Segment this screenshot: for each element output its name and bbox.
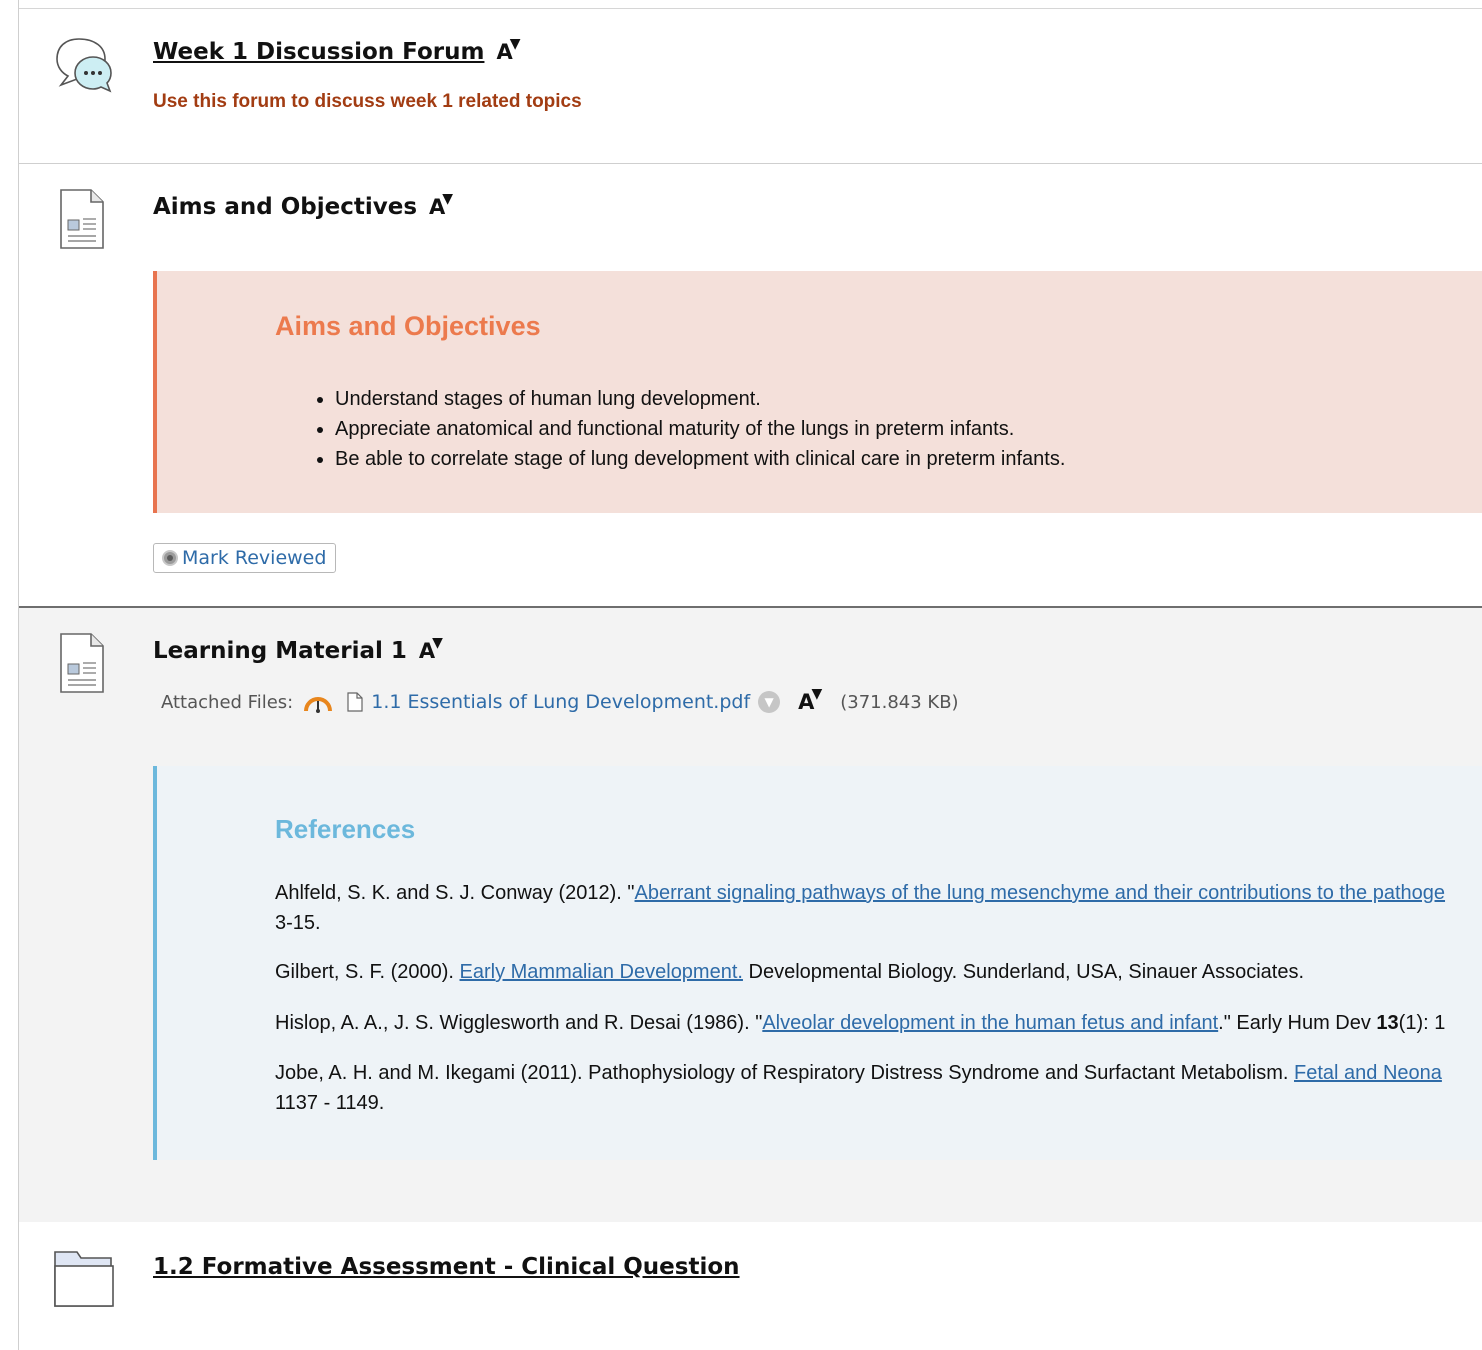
text-options-icon[interactable]: A ▼ [798,686,823,714]
forum-description: Use this forum to discuss week 1 related topics [153,91,582,112]
chevron-down-icon[interactable]: ▼ [758,691,780,713]
assessment-title-link[interactable]: 1.2 Formative Assessment - Clinical Question [153,1254,740,1280]
aims-box-heading: Aims and Objectives [275,311,541,341]
learning-material-item [19,606,1482,1224]
reference-text: Hislop, A. A., J. S. Wigglesworth and R. Desai (1986). " [275,1012,763,1034]
reference-text: (1): 1 [1398,1012,1446,1034]
reference-link[interactable]: Fetal and Neona [1294,1062,1442,1084]
reference-entry [275,957,1304,987]
reference-text: ." Early Hum Dev [1218,1012,1377,1034]
aims-bullet: • Appreciate anatomical and functional maturity of the lungs in preterm infants. [335,414,1065,444]
reference-link[interactable]: Aberrant signaling pathways of the lung mesenchyme and their contributions to the pathoge [634,882,1446,904]
reference-text: Gilbert, S. F. (2000). [275,961,460,983]
aims-box [153,271,1482,513]
reference-link[interactable]: Alveolar development in the human fetus and infant [762,1012,1219,1034]
document-icon [59,188,105,254]
forum-item [19,9,1482,164]
reference-link[interactable]: Early Mammalian Development. [459,961,743,983]
gauge-icon[interactable] [303,691,333,713]
aims-list [309,384,1065,474]
aims-bullet: • Be able to correlate stage of lung development with clinical care in preterm infants. [335,444,1065,474]
reference-text: 3-15. [275,912,321,934]
aims-bullet: • Understand stages of human lung development. [335,384,1065,414]
discussion-bubbles-icon [53,35,113,99]
mark-reviewed-button[interactable] [153,543,336,573]
file-size: (371.843 KB) [840,691,959,713]
references-box [153,766,1482,1160]
attached-files-row [161,686,959,714]
document-icon [59,632,105,698]
attached-files-label: Attached Files: [161,691,294,713]
reference-text: 1137 - 1149. [275,1092,385,1114]
attached-file-link[interactable]: 1.1 Essentials of Lung Development.pdf [371,691,751,713]
reference-volume: 13 [1376,1012,1399,1034]
reference-text: Jobe, A. H. and M. Ikegami (2011). Pathophysiology of Respiratory Distress Syndrome and Surfactant Metabolism. [275,1062,1294,1084]
reference-text: Ahlfeld, S. K. and S. J. Conway (2012). " [275,882,635,904]
text-options-icon[interactable]: A ▼ [496,36,521,64]
references-heading: References [275,814,416,844]
aims-item [19,164,1482,606]
forum-title-row [153,36,521,65]
text-options-icon[interactable]: A ▼ [429,191,454,219]
material-title-row [153,635,443,664]
reference-entry [275,878,1445,938]
reviewed-status-icon [162,550,178,566]
reference-entry [275,1058,1442,1118]
reference-entry [275,1008,1445,1038]
file-icon [347,692,363,712]
content-list [18,0,1482,1350]
text-options-icon[interactable]: A ▼ [418,635,443,663]
mark-reviewed-label: Mark Reviewed [182,547,327,569]
assessment-item [19,1222,1482,1350]
forum-title-link[interactable]: Week 1 Discussion Forum [153,39,485,65]
material-title: Learning Material 1 [153,638,407,664]
folder-icon [53,1248,115,1312]
reference-text: Developmental Biology. Sunderland, USA, Sinauer Associates. [742,961,1305,983]
aims-title: Aims and Objectives [153,194,418,220]
aims-title-row [153,191,454,220]
